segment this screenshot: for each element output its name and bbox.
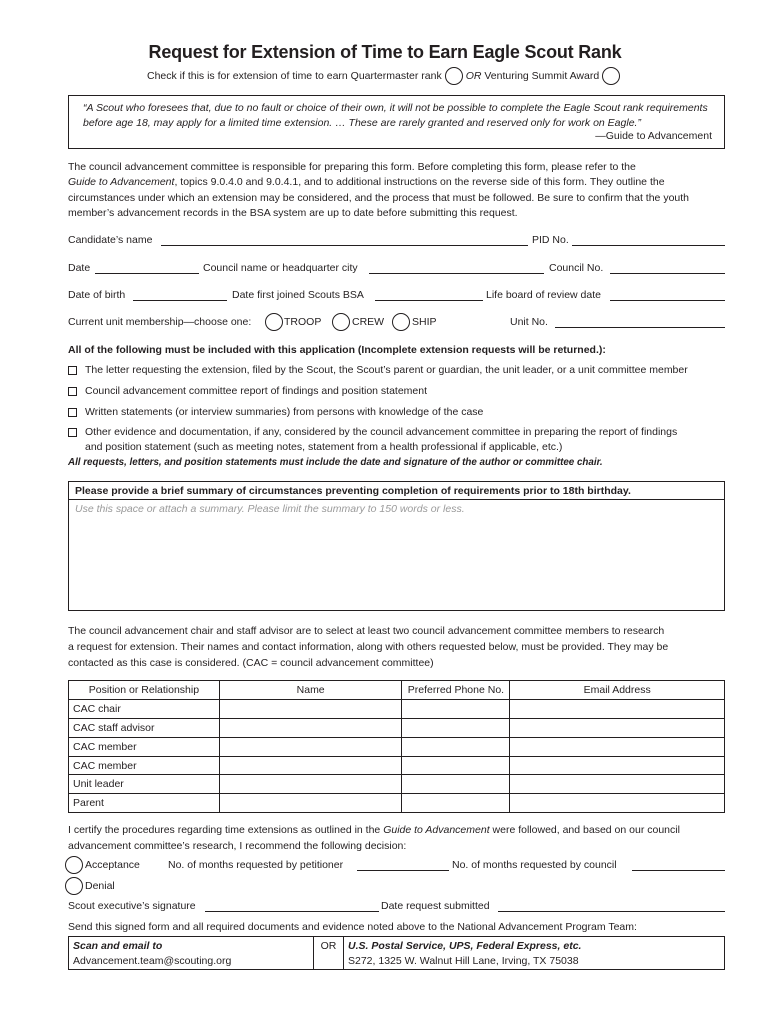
acceptance-label: Acceptance [85,859,140,871]
requirement-checkbox[interactable] [68,366,77,375]
email-cell[interactable] [510,699,725,718]
email-cell[interactable] [510,756,725,775]
quote-text: “A Scout who foresees that, due to no fault or choice of their own, it will not be possible to complete the Eagle Scout rank requirements before age 18, may apply for a limited time extension. … These are rarely granted and reserved only for work on Eagle.” [83,102,708,129]
date-submitted-field[interactable] [498,911,725,912]
phone-cell[interactable] [402,775,510,794]
intro-line: circumstances under which an extension may be considered, and the process that must be followed. Be sure to confirm that the youth [68,191,690,204]
certify-paragraph [68,822,728,854]
summary-box [68,481,725,611]
phone-cell[interactable] [402,794,510,813]
cac-table [68,680,725,813]
membership-label: Current unit membership—choose one: [68,316,252,328]
pid-field[interactable] [572,245,725,246]
postal-option [344,937,724,969]
date-joined-label: Date first joined Scouts BSA [232,289,364,301]
requirements-heading: All of the following must be included with this application (Incomplete extension requests will be returned.): [68,344,606,356]
requirement-checkbox[interactable] [68,428,77,437]
signature-field[interactable] [205,911,379,912]
email-option [69,937,314,969]
phone-cell[interactable] [402,737,510,756]
requirement-item: Council advancement committee report of findings and position statement [85,385,428,397]
or-separator: OR [314,937,344,969]
requirement-checkbox[interactable] [68,387,77,396]
requirement-item: The letter requesting the extension, filed by the Scout, the Scout’s parent or guardian, the unit leader, or a unit committee member [85,364,688,376]
dob-field[interactable] [133,300,227,301]
phone-cell[interactable] [402,756,510,775]
or-label: OR [465,70,482,82]
quartermaster-checkbox[interactable] [445,67,463,85]
send-instruction: Send this signed form and all required documents and evidence noted above to the National Advancement Program Team: [68,921,637,933]
date-label: Date [68,262,91,274]
summary-input[interactable]: Use this space or attach a summary. Please limit the summary to 150 words or less. [75,503,465,515]
table-header-row [69,681,725,700]
unit-no-label: Unit No. [510,316,548,328]
ship-label: SHIP [412,316,437,328]
table-row [69,794,725,813]
requirement-item: Other evidence and documentation, if any, considered by the council advancement committee in preparing the report of findings [85,426,678,438]
name-cell[interactable] [219,756,402,775]
dob-label: Date of birth [68,289,126,301]
position-cell: CAC member [69,756,220,775]
troop-label: TROOP [284,316,322,328]
postal-heading: U.S. Postal Service, UPS, Federal Express, etc. [348,940,582,952]
months-petitioner-label: No. of months requested by petitioner [168,859,344,871]
position-cell: CAC chair [69,699,220,718]
table-row [69,775,725,794]
venturing-checkbox[interactable] [602,67,620,85]
guide-reference: Guide to Advancement [68,176,175,189]
quartermaster-label: Check if this is for extension of time to earn Quartermaster rank [147,70,442,82]
intro-line: member’s advancement records in the BSA system are up to date before submitting this request. [68,206,518,219]
denial-label: Denial [85,880,115,892]
table-row [69,737,725,756]
council-no-label: Council No. [549,262,604,274]
intro-line: Guide to Advancement, topics 9.0.4.0 and 9.0.4.1, and to additional instructions on the reverse side of this form. They outline the [68,176,665,189]
certify-line: advancement committee’s research, I recommend the following decision: [68,840,407,852]
intro-line: The council advancement committee is responsible for preparing this form. Before completing this form, please refer to the [68,161,636,173]
committee-paragraph [68,623,728,671]
table-row [69,699,725,718]
quote-box [68,95,725,149]
council-name-field[interactable] [369,273,544,274]
intro-paragraph [68,160,728,221]
council-name-label: Council name or headquarter city [203,262,358,274]
candidate-name-field[interactable] [161,245,528,246]
table-header: Position or Relationship [69,681,220,700]
months-petitioner-field[interactable] [357,870,449,871]
guide-reference: Guide to Advancement [383,824,490,836]
email-cell[interactable] [510,718,725,737]
phone-cell[interactable] [402,699,510,718]
candidate-name-label: Candidate’s name [68,234,153,246]
table-row [69,718,725,737]
unit-no-field[interactable] [555,327,725,328]
phone-cell[interactable] [402,718,510,737]
board-date-field[interactable] [610,300,725,301]
certify-line: I certify the procedures regarding time extensions as outlined in the Guide to Advancement were followed, and based on our council [68,824,680,836]
crew-label: CREW [352,316,385,328]
position-cell: CAC member [69,737,220,756]
requirement-item: Written statements (or interview summaries) from persons with knowledge of the case [85,406,484,418]
name-cell[interactable] [219,775,402,794]
email-cell[interactable] [510,737,725,756]
troop-radio[interactable] [265,313,283,331]
name-cell[interactable] [219,794,402,813]
summary-heading: Please provide a brief summary of circumstances preventing completion of requirements prior to 18th birthday. [69,482,724,500]
date-joined-field[interactable] [375,300,483,301]
requirement-item-continued: and position statement (such as meeting notes, statement from a health professional if applicable, etc.) [85,441,563,453]
send-options [68,936,725,970]
table-header: Email Address [510,681,725,700]
months-council-label: No. of months requested by council [452,859,617,871]
name-cell[interactable] [219,699,402,718]
name-cell[interactable] [219,737,402,756]
signature-label: Scout executive’s signature [68,900,196,912]
table-header: Name [219,681,402,700]
position-cell: Unit leader [69,775,220,794]
pid-label: PID No. [532,234,569,246]
requirement-checkbox[interactable] [68,408,77,417]
email-address[interactable]: Advancement.team@scouting.org [73,955,232,967]
email-cell[interactable] [510,794,725,813]
scan-heading: Scan and email to [73,940,163,952]
table-header: Preferred Phone No. [402,681,510,700]
denial-radio[interactable] [65,877,83,895]
postal-address: S272, 1325 W. Walnut Hill Lane, Irving, TX 75038 [348,955,579,967]
table-row [69,756,725,775]
committee-line: a request for extension. Their names and contact information, along with others requested below, must be provided. They may be [68,641,669,653]
name-cell[interactable] [219,718,402,737]
email-cell[interactable] [510,775,725,794]
board-date-label: Life board of review date [486,289,601,301]
committee-line: The council advancement chair and staff advisor are to select at least two council advancement committee members to research [68,625,665,637]
venturing-label: Venturing Summit Award [484,70,600,82]
signature-note: All requests, letters, and position statements must include the date and signature of the author or committee chair. [68,457,603,468]
council-no-field[interactable] [610,273,725,274]
ship-radio[interactable] [392,313,410,331]
date-submitted-label: Date request submitted [381,900,490,912]
crew-radio[interactable] [332,313,350,331]
award-type-line [147,67,620,85]
committee-line: contacted as this case is considered. (CAC = council advancement committee) [68,657,434,669]
date-field[interactable] [95,273,199,274]
position-cell: Parent [69,794,220,813]
acceptance-radio[interactable] [65,856,83,874]
months-council-field[interactable] [632,870,725,871]
page-title: Request for Extension of Time to Earn Eagle Scout Rank [148,42,622,62]
position-cell: CAC staff advisor [69,718,220,737]
quote-attribution: —Guide to Advancement [595,130,712,142]
